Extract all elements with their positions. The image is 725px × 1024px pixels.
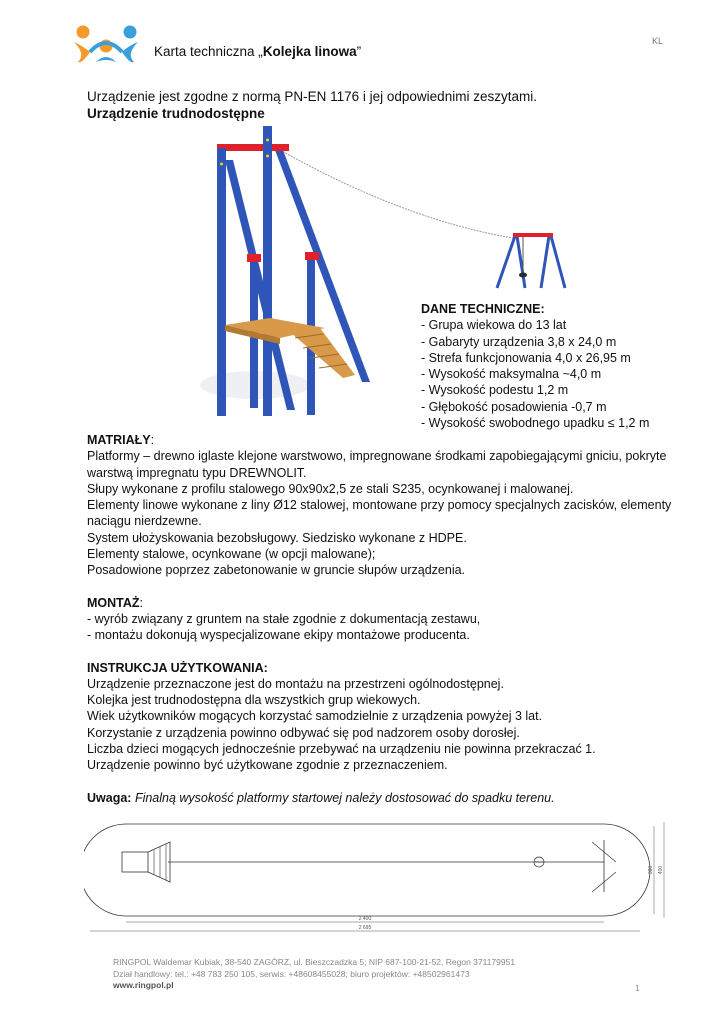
product-name: Kolejka linowa	[262, 44, 357, 59]
tech-item: - Wysokość swobodnego upadku ≤ 1,2 m	[421, 416, 650, 431]
tech-item: - Wysokość maksymalna ~4,0 m	[421, 367, 602, 382]
note-text: Finalną wysokość platformy startowej należy dostosować do spadku terenu.	[134, 790, 555, 805]
technical-data-heading: DANE TECHNICZNE:	[421, 302, 545, 316]
technical-data	[421, 301, 649, 431]
page-number: 1	[635, 983, 640, 993]
materials-line: Posadowione poprzez zabetonowanie w gruncie słupów urządzenia.	[87, 563, 466, 578]
description-body	[87, 432, 677, 806]
usage-line: Wiek użytkowników mogących korzystać samodzielnie z urządzenia powyżej 3 lat.	[87, 709, 543, 724]
dim-v-inner-label: 380	[648, 865, 654, 875]
usage-line: Kolejka jest trudnodostępna dla wszystkich grup wiekowych.	[87, 693, 421, 708]
document-code: KL	[652, 36, 664, 46]
footer-company: RINGPOL Waldemar Kubiak, 38-540 ZAGÓRZ, ul. Bieszczadzka 5; NIP 687-100-21-52, Regon 371179951	[113, 957, 516, 967]
materials-heading: MATRIAŁY:	[87, 433, 155, 447]
usage-line: Urządzenie przeznaczone jest do montażu na przestrzeni ogólnodostępnej.	[87, 676, 504, 691]
tech-item: - Wysokość podestu 1,2 m	[421, 383, 569, 398]
card-title: Karta techniczna „Kolejka linowa”	[154, 44, 362, 59]
tech-item: - Strefa funkcjonowania 4,0 x 26,95 m	[421, 350, 631, 365]
tech-item: - Głębokość posadowienia -0,7 m	[421, 399, 607, 414]
materials-line: Elementy linowe wykonane z liny Ø12 stalowej, montowane przy pomocy specjalnych zacisków, elementy naciągu nierdzewne.	[87, 498, 672, 529]
footer-contacts: Dział handlowy: tel.: +48 783 250 105, serwis: +48608455028; biuro projektów: +48502961473	[113, 968, 470, 979]
dim-outer-label: 2 695	[358, 925, 372, 931]
montage-line: - montażu dokonują wyspecjalizowane ekipy montażowe producenta.	[87, 628, 470, 643]
tech-item: - Gabaryty urządzenia 3,8 x 24,0 m	[421, 334, 617, 349]
tech-item: - Grupa wiekowa do 13 lat	[421, 318, 567, 333]
materials-line: Platformy – drewno iglaste klejone warstwowo, impregnowane środkami zapobiegającymi gniciu, pokryte warstwą impregnatu typu DREWNOLIT.	[87, 449, 667, 480]
materials-line: Elementy stalowe, ocynkowane (w opcji malowane);	[87, 547, 376, 562]
usage-line: Urządzenie powinno być użytkowane zgodnie z przeznaczeniem.	[87, 758, 448, 773]
montage-heading: MONTAŻ:	[87, 595, 144, 610]
note	[87, 790, 677, 806]
site-plan-drawing	[84, 812, 684, 937]
accessibility-statement: Urządzenie trudnodostępne	[87, 106, 265, 121]
montage-line: - wyrób związany z gruntem na stałe zgodnie z dokumentacją zestawu,	[87, 611, 481, 626]
footer	[113, 957, 515, 992]
norm-statement: Urządzenie jest zgodne z normą PN-EN 1176 i jej odpowiednimi zeszytami.	[87, 89, 537, 104]
usage-heading: INSTRUKCJA UŻYTKOWANIA:	[87, 660, 268, 675]
footer-website-link[interactable]: www.ringpol.pl	[113, 980, 174, 990]
materials-line: System ułożyskowania bezobsługowy. Siedzisko wykonane z HDPE.	[87, 530, 467, 545]
dim-v-outer-label: 400	[658, 865, 664, 875]
note-label: Uwaga:	[87, 790, 132, 805]
usage-line: Korzystanie z urządzenia powinno odbywać się pod nadzorem osoby dorosłej.	[87, 725, 520, 740]
materials-line: Słupy wykonane z profilu stalowego 90x90x2,5 ze stali S235, ocynkowanej i malowanej.	[87, 481, 574, 496]
dim-inner-label: 2 400	[358, 916, 372, 922]
ringpol-logo	[72, 24, 140, 66]
usage-line: Liczba dzieci mogących jednocześnie przebywać na urządzeniu nie powinna przekraczać 1.	[87, 742, 596, 757]
